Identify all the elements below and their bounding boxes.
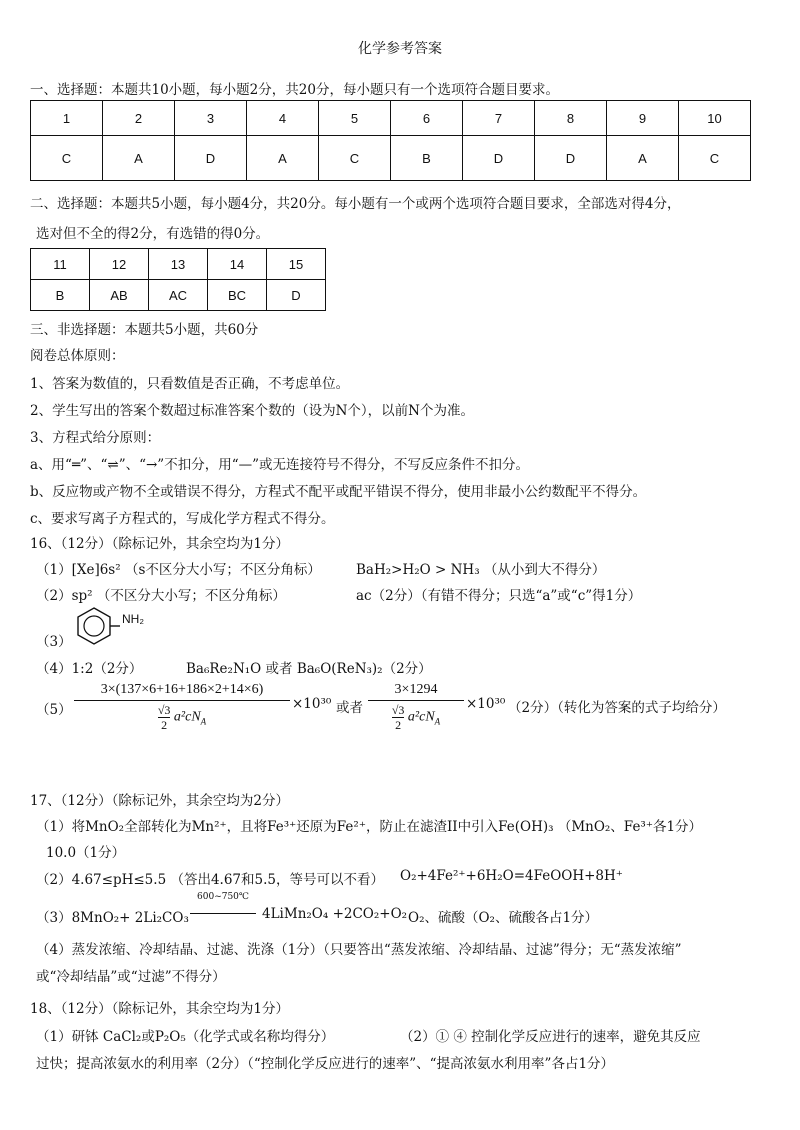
q17-part3-c: O₂、硫酸（O₂、硫酸各占1分） bbox=[408, 910, 599, 926]
q18-part1-c: 过快；提高浓氨水的利用率（2分）（“控制化学反应进行的速率”、“提高浓氨水利用率”各占1分） bbox=[36, 1056, 615, 1072]
table-cell: 10 bbox=[679, 101, 751, 136]
formula-denominator bbox=[368, 703, 464, 732]
q18-part1-b: （2）① ④ 控制化学反应进行的速率，避免其反应 bbox=[400, 1029, 701, 1045]
rule-item: 1、答案为数值的，只看数值是否正确，不考虑单位。 bbox=[30, 376, 350, 392]
q16-part1-a: （1）[Xe]6s² （s不区分大小写；不区分角标） bbox=[36, 562, 321, 578]
rule-item: c、要求写离子方程式的，写成化学方程式不得分。 bbox=[30, 511, 335, 527]
amino-group-label: NH₂ bbox=[122, 612, 144, 626]
rule-item: a、用“═”、“⇌”、“→”不扣分，用“—”或无连接符号不得分，不写反应条件不扣分。 bbox=[30, 457, 530, 473]
table-cell: C bbox=[679, 136, 751, 181]
q17-header: 17、（12分）（除标记外，其余空均为2分） bbox=[30, 793, 289, 809]
q16-part2-a: （2）sp² （不区分大小写；不区分角标） bbox=[36, 588, 286, 604]
table-cell: 9 bbox=[607, 101, 679, 136]
rule-item: 2、学生写出的答案个数超过标准答案个数的（设为N个），以前N个为准。 bbox=[30, 403, 474, 419]
table-cell: D bbox=[535, 136, 607, 181]
table-cell: D bbox=[175, 136, 247, 181]
table-cell: 8 bbox=[535, 101, 607, 136]
table-cell: 14 bbox=[208, 249, 267, 280]
section3-heading: 三、非选择题：本题共5小题，共60分 bbox=[30, 322, 259, 338]
rule-item: b、反应物或产物不全或错误不得分，方程式不配平或配平错误不得分，使用非最小公约数配平不得分。 bbox=[30, 484, 647, 500]
q17-part4-b: 或“冷却结晶”或“过滤”不得分） bbox=[36, 969, 226, 985]
table-cell: 3 bbox=[175, 101, 247, 136]
table-cell: 13 bbox=[149, 249, 208, 280]
table-cell: 6 bbox=[391, 101, 463, 136]
q16-part5-note: （2分）（转化为答案的式子均给分） bbox=[508, 700, 726, 716]
q17-part3-b: 4LiMn₂O₄ +2CO₂+O₂ bbox=[262, 906, 408, 922]
q17-part1-b: 10.0（1分） bbox=[46, 845, 126, 861]
denominator-rest: a²cN bbox=[173, 709, 201, 725]
denominator-sub: A bbox=[200, 716, 207, 727]
section1-heading: 一、选择题：本题共10小题，每小题2分，共20分，每小题只有一个选项符合题目要求。 bbox=[30, 82, 559, 98]
q18-part1-a: （1）研钵 CaCl₂或P₂O₅（化学式或名称均得分） bbox=[36, 1029, 335, 1045]
table-cell: 1 bbox=[31, 101, 103, 136]
aniline-structure-icon bbox=[72, 604, 152, 648]
section1-answer-table bbox=[30, 100, 751, 181]
q18-header: 18、（12分）（除标记外，其余空均为1分） bbox=[30, 1001, 289, 1017]
denominator-rest: a²cN bbox=[407, 709, 435, 725]
table-cell: B bbox=[31, 280, 90, 311]
q17-part3-a: （3）8MnO₂+ 2Li₂CO₃ bbox=[36, 910, 189, 926]
table-cell: BC bbox=[208, 280, 267, 311]
table-cell: 11 bbox=[31, 249, 90, 280]
q16-header: 16、（12分）（除标记外，其余空均为1分） bbox=[30, 536, 289, 552]
denominator-two: 2 bbox=[161, 718, 168, 732]
section2-heading-line1: 二、选择题：本题共5小题，每小题4分，共20分。每小题有一个或两个选项符合题目要求，全部选对得4分， bbox=[30, 196, 681, 212]
q16-part2-b: ac（2分）（有错不得分；只选“a”或“c”得1分） bbox=[356, 588, 642, 604]
q16-part4-b: Ba₆Re₂N₁O 或者 Ba₆O(ReN₃)₂（2分） bbox=[186, 661, 432, 677]
formula-numerator: 3×1294 bbox=[394, 682, 438, 697]
multiplier-1: ×10³⁰ bbox=[292, 696, 332, 712]
table-cell: AB bbox=[90, 280, 149, 311]
table-cell: A bbox=[247, 136, 319, 181]
table-cell: A bbox=[607, 136, 679, 181]
q16-part5-label: （5） bbox=[36, 702, 72, 718]
formula-numerator: 3×(137×6+16+186×2+14×6) bbox=[100, 682, 264, 697]
reaction-condition: 600~750℃ bbox=[197, 892, 249, 902]
fraction-bar bbox=[368, 700, 464, 701]
multiplier-2: ×10³⁰ bbox=[466, 696, 506, 712]
density-formula-2 bbox=[368, 682, 464, 732]
q16-part3-label: （3） bbox=[36, 634, 72, 650]
table-cell: AC bbox=[149, 280, 208, 311]
q17-part1: （1）将MnO₂全部转化为Mn²⁺，且将Fe³⁺还原为Fe²⁺，防止在滤渣II中引入Fe(OH)₃ （MnO₂、Fe³⁺各1分） bbox=[36, 819, 703, 835]
fraction-bar bbox=[74, 700, 290, 701]
table-cell: A bbox=[103, 136, 175, 181]
formula-denominator bbox=[74, 703, 290, 732]
q16-part4-a: （4）1:2（2分） bbox=[36, 661, 143, 677]
density-formula-1 bbox=[74, 682, 290, 732]
sqrt-three: √3 bbox=[157, 703, 171, 717]
q16-part1-b: BaH₂>H₂O > NH₃ （从小到大不得分） bbox=[356, 562, 606, 578]
table-cell: 15 bbox=[267, 249, 326, 280]
denominator-sub: A bbox=[434, 716, 441, 727]
section2-answer-table bbox=[30, 248, 326, 311]
table-cell: B bbox=[391, 136, 463, 181]
table-cell: D bbox=[267, 280, 326, 311]
table-cell: 7 bbox=[463, 101, 535, 136]
table-cell: 4 bbox=[247, 101, 319, 136]
table-cell: 2 bbox=[103, 101, 175, 136]
section2-heading-line2: 选对但不全的得2分，有选错的得0分。 bbox=[36, 226, 270, 242]
table-cell: C bbox=[319, 136, 391, 181]
sqrt-three: √3 bbox=[391, 703, 405, 717]
principle-title: 阅卷总体原则： bbox=[30, 348, 125, 364]
table-cell: 5 bbox=[319, 101, 391, 136]
q17-part2-b: O₂+4Fe²⁺+6H₂O=4FeOOH+8H⁺ bbox=[400, 868, 623, 884]
page-title: 化学参考答案 bbox=[358, 41, 442, 57]
q17-part2-a: （2）4.67≤pH≤5.5 （答出4.67和5.5，等号可以不看） bbox=[36, 872, 384, 888]
or-word: 或者 bbox=[336, 700, 363, 716]
table-cell: C bbox=[31, 136, 103, 181]
table-cell: D bbox=[463, 136, 535, 181]
table-cell: 12 bbox=[90, 249, 149, 280]
denominator-two: 2 bbox=[395, 718, 402, 732]
q17-part4-a: （4）蒸发浓缩、冷却结晶、过滤、洗涤（1分）（只要答出“蒸发浓缩、冷却结晶、过滤”得分；无“蒸发浓缩” bbox=[36, 942, 682, 958]
rule-item: 3、方程式给分原则： bbox=[30, 430, 161, 446]
reaction-arrow bbox=[190, 906, 256, 916]
